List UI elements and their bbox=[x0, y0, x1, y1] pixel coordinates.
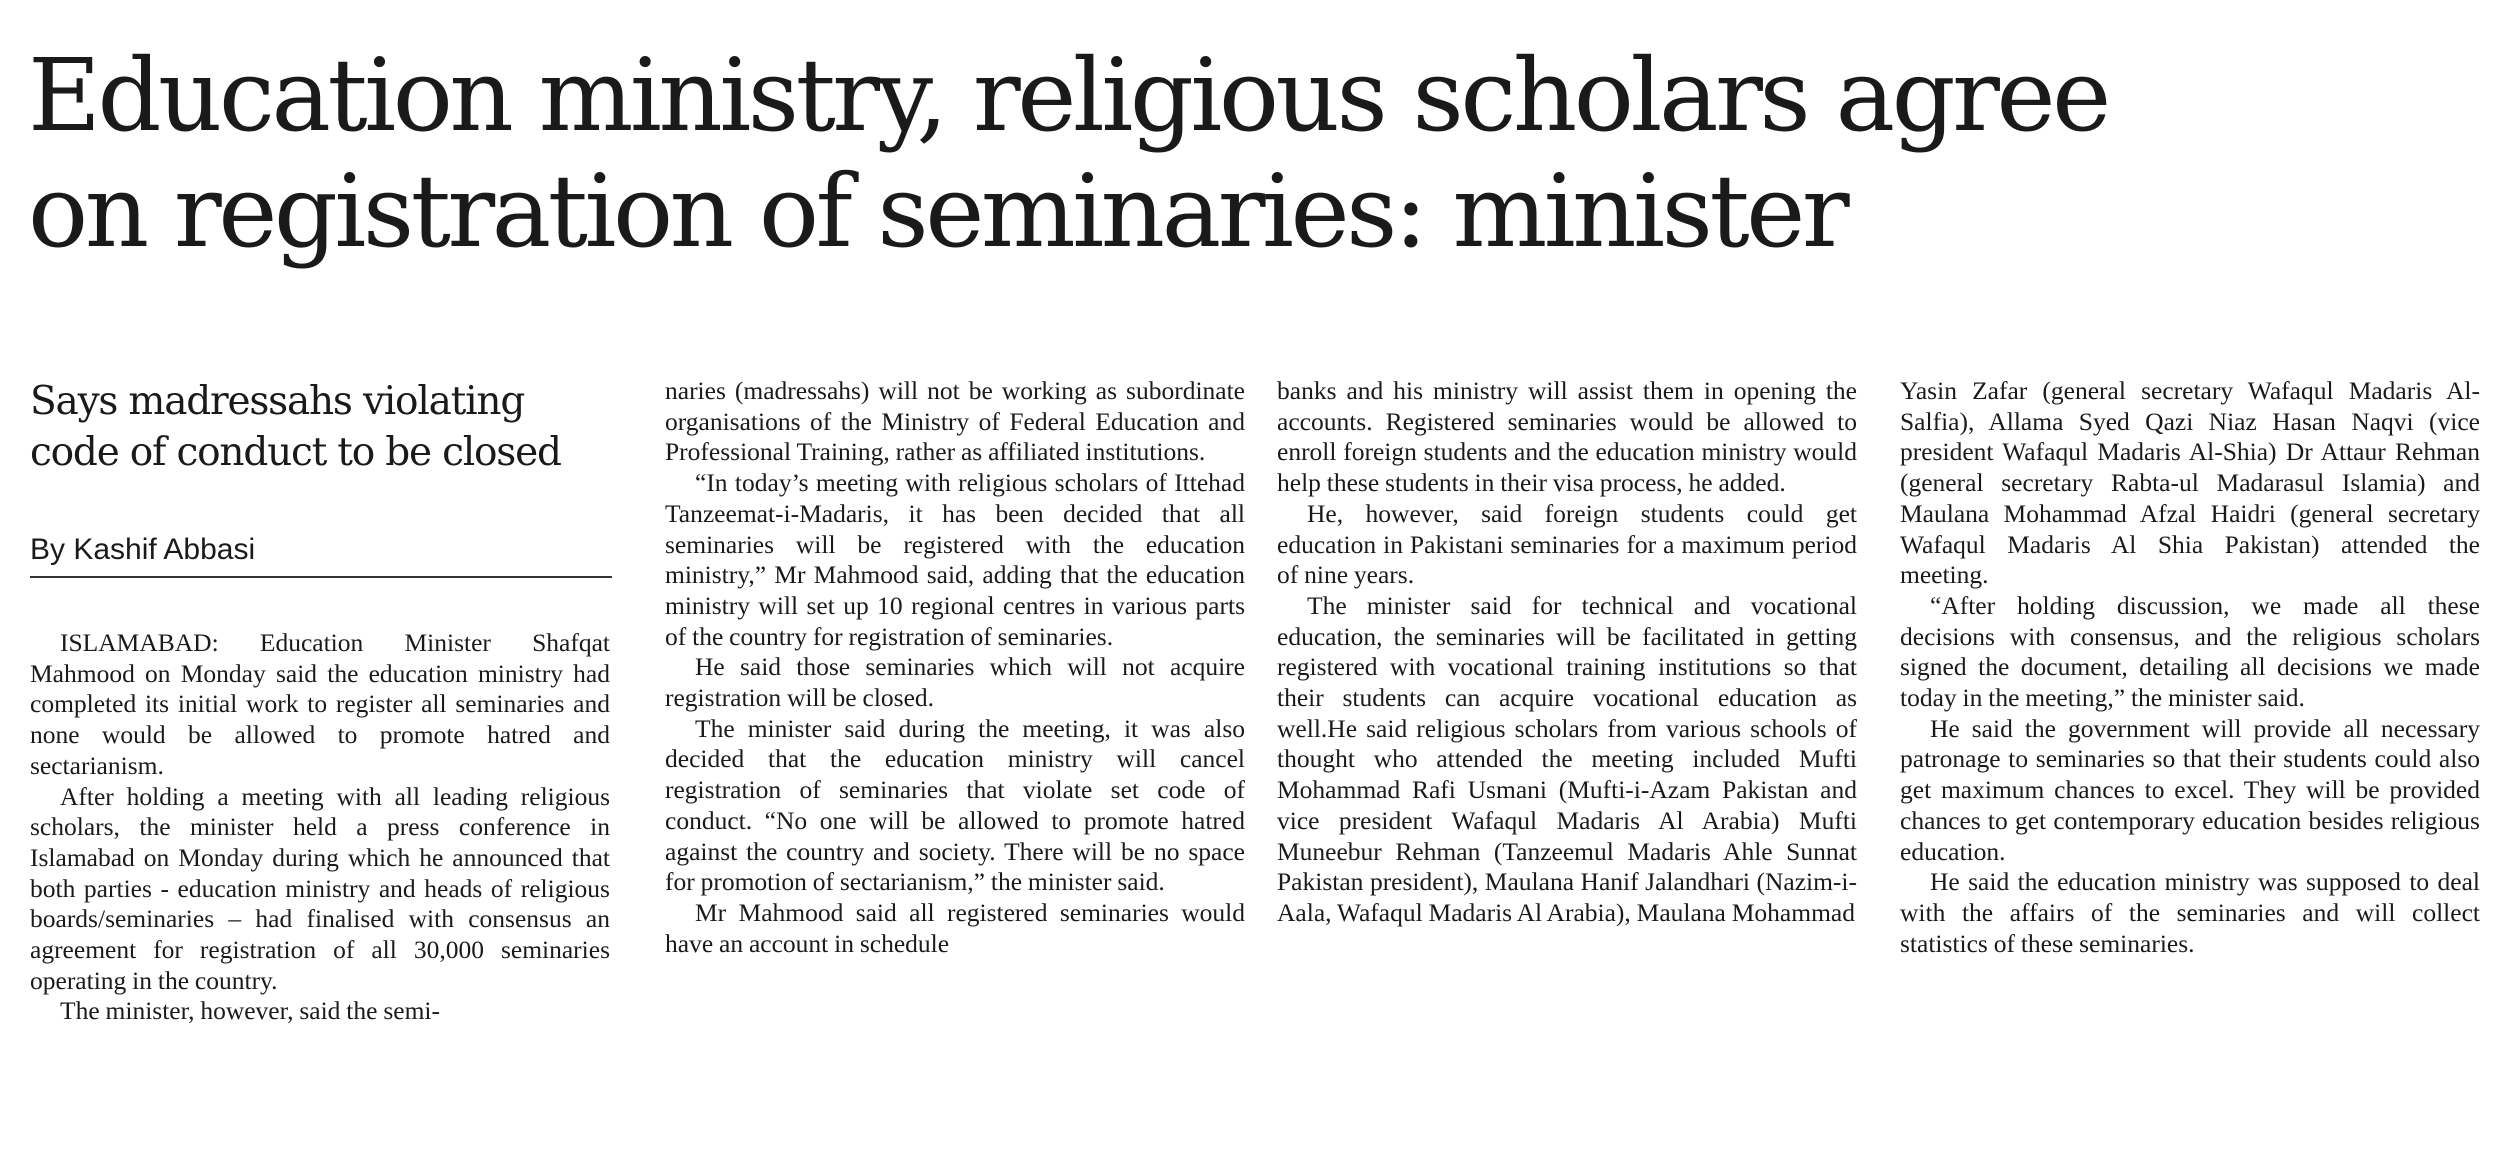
paragraph: The minister, however, said the semi- bbox=[60, 996, 440, 1026]
paragraph: The minister said during the meeting, it was also decided that the education ministry will cancel registration of seminaries that violate set code of conduct. “No one will be allowed to promote hatred against the country and society. There will be no space for promotion of sectarianism,” the minister said. bbox=[665, 713, 1245, 897]
paragraph: He, however, said foreign students could get education in Pakistani seminaries for a maximum period of nine years. bbox=[1277, 498, 1857, 590]
byline-rule bbox=[30, 576, 612, 578]
paragraph: He said the government will provide all necessary patronage to seminaries so that their students could also get maximum chances to excel. They will be provided chances to get contemporary education besides religious education. bbox=[1900, 713, 2480, 866]
paragraph: He said the education ministry was supposed to deal with the affairs of the seminaries and will collect statistics of these seminaries. bbox=[1900, 867, 2480, 958]
deck-subheading: Says madressahs violating code of conduct to be closed bbox=[30, 379, 561, 475]
headline-line-1: Education ministry, religious scholars agree bbox=[28, 37, 2108, 154]
paragraph: ISLAMABAD: Education Minister Shafqat Mahmood on Monday said the education ministry had completed its initial work to register all seminaries and none would be allowed to promote hatred and sectarianism. bbox=[30, 628, 610, 780]
paragraph: “In today’s meeting with religious scholars of Ittehad Tanzeemat-i-Madaris, it has been decided that all seminaries will be registered with the education ministry,” Mr Mahmood said, adding that the education ministry will set up 10 regional centres in various parts of the country for registration of seminaries. bbox=[665, 468, 1245, 651]
paragraph: He said those seminaries which will not acquire registration will be closed. bbox=[665, 652, 1245, 713]
paragraph: naries (madressahs) will not be working as subordinate organisations of the Ministry of Federal Education and Professional Training, rather as affiliated institutions. bbox=[665, 376, 1245, 467]
headline bbox=[28, 38, 2488, 270]
paragraph: Yasin Zafar (general secretary Wafaqul Madaris Al-Salfia), Allama Syed Qazi Niaz Hasan Naqvi (vice president Wafaqul Madaris Al-Shia) Dr Attaur Rehman (general secretary Rabta-ul Madarasul Islamia) and Maulana Mohammad Afzal Haidri (general secretary Wafaqul Madaris Al Shia Pakistan) attended the meeting. bbox=[1900, 376, 2480, 590]
paragraph: The minister said for technical and vocational education, the seminaries will be facilitated in getting registered with vocational training institutions so that their students can acquire vocational education as well.He said religious scholars from various schools of thought who attended the meeting included Mufti Mohammad Rafi Usmani (Mufti-i-Azam Pakistan and vice president Wafaqul Madaris Al Arabia) Mufti Muneebur Rehman (Tanzeemul Madaris Ahle Sunnat Pakistan president), Maulana Hanif Jalandhari (Nazim-i-Aala, Wafaqul Madaris Al Arabia), Maulana Mohammad bbox=[1277, 590, 1857, 927]
paragraph: Mr Mahmood said all registered seminaries would have an account in schedule bbox=[665, 897, 1245, 958]
article-column-4 bbox=[1900, 376, 2480, 959]
headline-line-2: on registration of seminaries: minister bbox=[28, 153, 1847, 270]
byline: By Kashif Abbasi bbox=[30, 533, 256, 566]
article-column-3 bbox=[1277, 376, 1857, 929]
article-column-1 bbox=[30, 628, 610, 1027]
paragraph: banks and his ministry will assist them in opening the accounts. Registered seminaries would be allowed to enroll foreign students and the education ministry would help these students in their visa process, he added. bbox=[1277, 376, 1857, 498]
article-column-2 bbox=[665, 376, 1245, 959]
paragraph: After holding a meeting with all leading religious scholars, the minister held a press conference in Islamabad on Monday during which he announced that both parties - education ministry and heads of religious boards/seminaries – had finalised with consensus an agreement for registration of all 30,000 seminaries operating in the country. bbox=[30, 781, 610, 995]
paragraph: “After holding discussion, we made all these decisions with consensus, and the religious scholars signed the document, detailing all decisions we made today in the meeting,” the minister said. bbox=[1900, 590, 2480, 713]
